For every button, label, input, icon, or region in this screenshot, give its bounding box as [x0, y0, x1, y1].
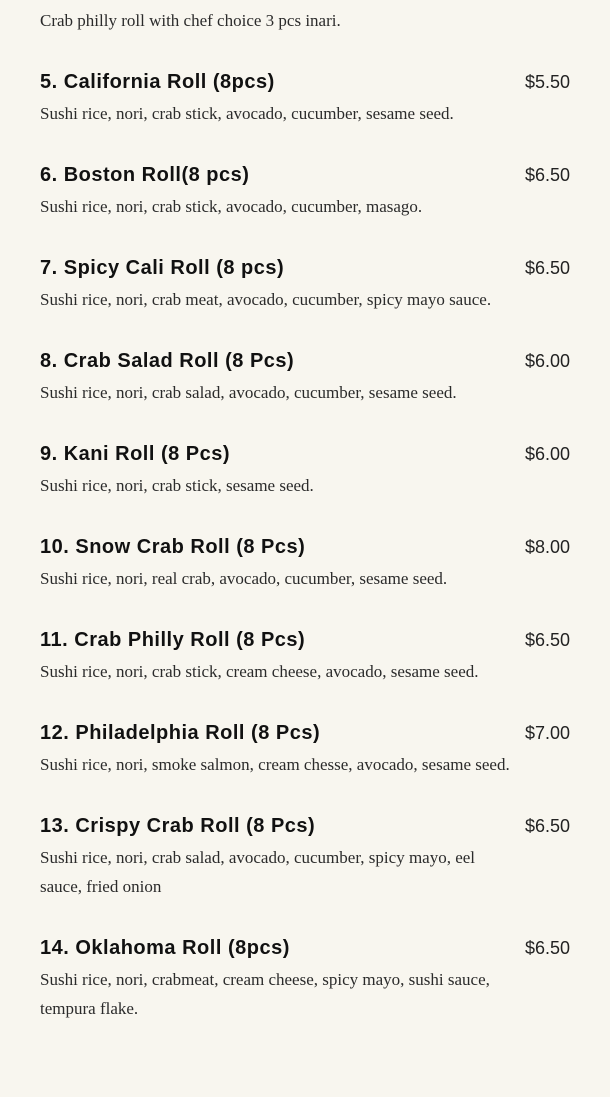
menu-item-description: Sushi rice, nori, crab stick, cream cheese, avocado, sesame seed.: [40, 662, 479, 681]
menu-item[interactable]: [40, 344, 570, 407]
menu-item-price: $6.50: [524, 258, 570, 278]
menu-item-description: Sushi rice, nori, real crab, avocado, cucumber, sesame seed.: [40, 569, 448, 588]
menu-item-description: Sushi rice, nori, crab stick, sesame seed.: [40, 476, 314, 495]
menu-item-name: 10. Snow Crab Roll (8 Pcs): [40, 536, 306, 558]
menu-item-name: 5. California Roll (8pcs): [40, 71, 275, 93]
menu-item[interactable]: [40, 931, 570, 1023]
menu-item-header: [40, 623, 570, 657]
menu-item[interactable]: [40, 0, 570, 35]
menu-item-name: 14. Oklahoma Roll (8pcs): [40, 937, 290, 959]
menu-item-header: [40, 716, 570, 750]
menu-item[interactable]: [40, 437, 570, 500]
menu-item-description: Crab philly roll with chef choice 3 pcs inari.: [40, 11, 341, 30]
menu-item-price: $6.00: [524, 444, 570, 464]
menu-item-name: 6. Boston Roll(8 pcs): [40, 164, 250, 186]
menu-item[interactable]: [40, 809, 570, 901]
menu-item-header: [40, 65, 570, 99]
menu-item-name: 8. Crab Salad Roll (8 Pcs): [40, 350, 295, 372]
menu-item-price: $6.50: [524, 816, 570, 836]
menu-item-header: [40, 437, 570, 471]
menu-item[interactable]: [40, 530, 570, 593]
menu-item-description: Sushi rice, nori, crabmeat, cream cheese, spicy mayo, sushi sauce, tempura flake.: [40, 970, 490, 1018]
menu-item-description: Sushi rice, nori, crab salad, avocado, cucumber, spicy mayo, eel sauce, fried onion: [40, 848, 476, 896]
menu-item-price: $6.00: [524, 351, 570, 371]
menu-item-price: $6.50: [524, 630, 570, 650]
menu-item-price: $5.50: [524, 72, 570, 92]
menu-item-description: Sushi rice, nori, crab stick, avocado, cucumber, sesame seed.: [40, 104, 454, 123]
menu-item-header: [40, 344, 570, 378]
menu-item-description: Sushi rice, nori, crab salad, avocado, cucumber, sesame seed.: [40, 383, 457, 402]
menu-item[interactable]: [40, 623, 570, 686]
menu-item-price: $6.50: [524, 938, 570, 958]
menu-item-description: Sushi rice, nori, crab meat, avocado, cucumber, spicy mayo sauce.: [40, 290, 492, 309]
menu-item-name: 13. Crispy Crab Roll (8 Pcs): [40, 815, 316, 837]
menu-item-name: 7. Spicy Cali Roll (8 pcs): [40, 257, 285, 279]
menu-item[interactable]: [40, 716, 570, 779]
menu-item-header: [40, 809, 570, 843]
menu-item[interactable]: [40, 158, 570, 221]
menu-item-header: [40, 158, 570, 192]
menu-item-name: 12. Philadelphia Roll (8 Pcs): [40, 722, 321, 744]
menu-item-name: 11. Crab Philly Roll (8 Pcs): [40, 629, 306, 651]
menu-item-header: [40, 931, 570, 965]
menu-item-price: $8.00: [524, 537, 570, 557]
menu-item[interactable]: [40, 65, 570, 128]
menu-item-price: $6.50: [524, 165, 570, 185]
menu-item-description: Sushi rice, nori, crab stick, avocado, cucumber, masago.: [40, 197, 423, 216]
menu-list: [40, 0, 570, 1023]
menu-item-header: [40, 530, 570, 564]
menu-item[interactable]: [40, 251, 570, 314]
menu-item-name: 9. Kani Roll (8 Pcs): [40, 443, 231, 465]
menu-item-description: Sushi rice, nori, smoke salmon, cream chesse, avocado, sesame seed.: [40, 755, 510, 774]
menu-item-header: [40, 251, 570, 285]
menu-item-price: $7.00: [524, 723, 570, 743]
